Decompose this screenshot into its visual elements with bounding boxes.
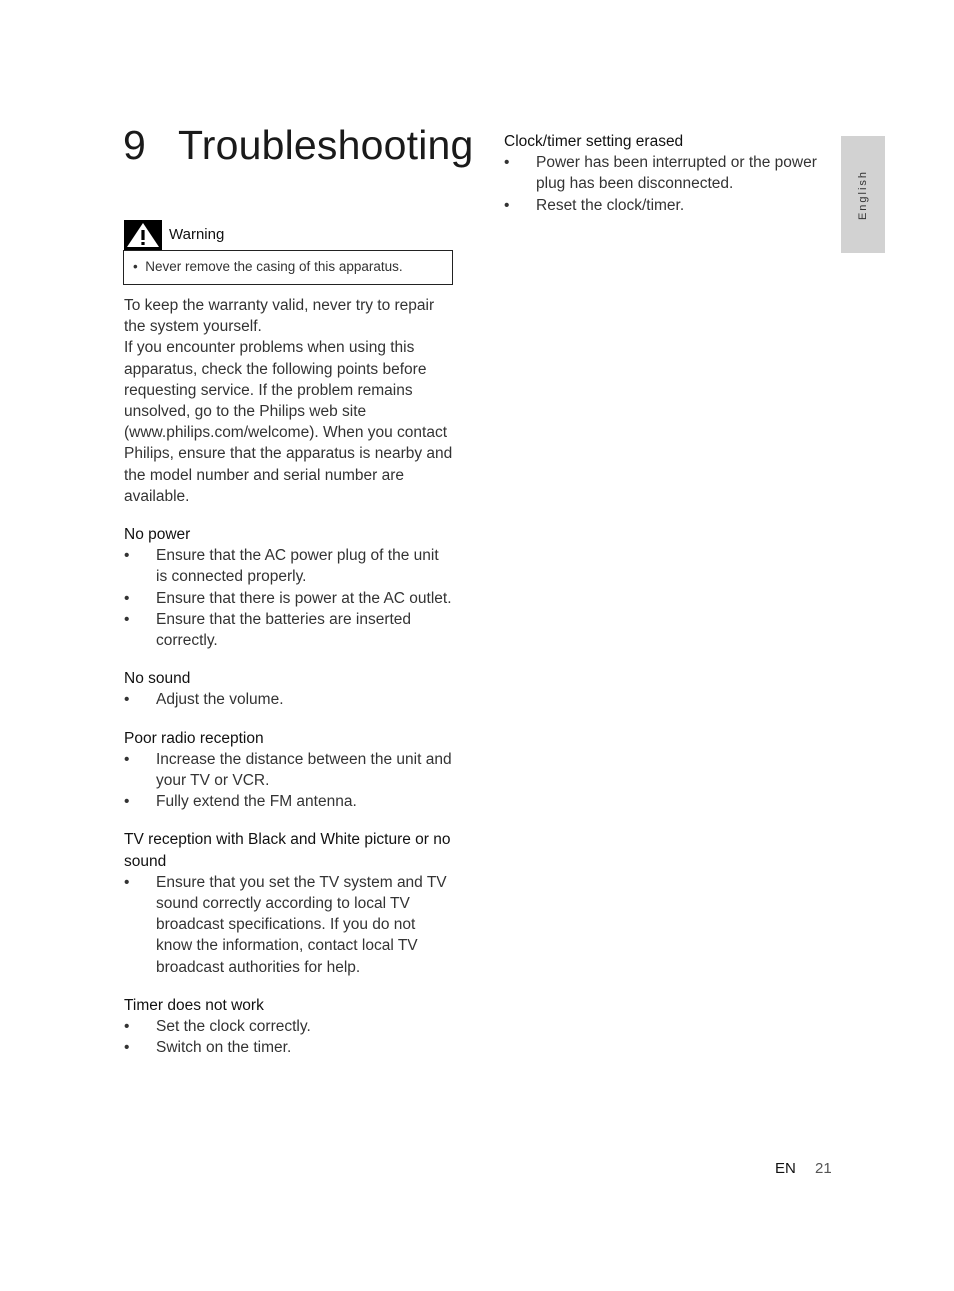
list-item: • Increase the distance between the unit and your TV or VCR.	[124, 749, 454, 791]
list-item: • Switch on the timer.	[124, 1037, 454, 1058]
section-heading: No power	[124, 526, 191, 544]
list-item: • Ensure that the batteries are inserted correctly.	[124, 609, 454, 651]
list-item: • Ensure that the AC power plug of the unit is connected properly.	[124, 545, 454, 587]
footer-language: EN	[775, 1160, 796, 1177]
chapter-title-text: Troubleshooting	[178, 122, 474, 168]
section-no-power	[124, 524, 454, 651]
intro-paragraph: To keep the warranty valid, never try to repair the system yourself.	[124, 297, 435, 336]
list-item: • Fully extend the FM antenna.	[124, 791, 454, 812]
warning-label: Warning	[169, 226, 225, 243]
section-heading: Clock/timer setting erased	[504, 133, 684, 150]
list-item: • Adjust the volume.	[124, 689, 454, 710]
list-item: • Power has been interrupted or the power plug has been disconnected.	[504, 152, 844, 194]
chapter-number: 9	[123, 122, 147, 168]
section-no-sound	[124, 668, 454, 710]
language-side-tab	[841, 136, 885, 253]
section-heading: No sound	[124, 670, 191, 688]
list-item: • Ensure that you set the TV system and TV sound correctly according to local TV broadcast specifications. If you do not know the information, contact local TV broadcast authorities for help.	[124, 872, 454, 978]
right-column	[504, 131, 844, 216]
warning-item: • Never remove the casing of this apparatus.	[133, 259, 403, 274]
section-heading: Timer does not work	[124, 996, 264, 1014]
list-item: • Reset the clock/timer.	[504, 195, 844, 216]
warning-header	[124, 220, 454, 250]
page-number: 21	[815, 1160, 832, 1177]
section-heading: Poor radio reception	[124, 729, 264, 747]
section-poor-radio-reception	[124, 728, 454, 813]
section-timer-does-not-work	[124, 995, 454, 1059]
language-side-tab-label: English	[857, 169, 869, 220]
warning-icon	[124, 220, 162, 250]
warning-box	[123, 250, 453, 285]
list-item: • Ensure that there is power at the AC outlet.	[124, 588, 454, 609]
section-tv-reception	[124, 829, 454, 977]
intro-paragraph: If you encounter problems when using this apparatus, check the following points before requesting service. If the problem remains unsolved, go to the Philips web site (www.philips.com/welcome). When you contact Philips, ensure that the apparatus is nearby and the model number and serial number are available.	[124, 339, 453, 505]
section-clock-timer-erased	[504, 131, 844, 216]
list-item: • Set the clock correctly.	[124, 1016, 454, 1037]
left-column	[124, 295, 454, 1059]
section-heading: TV reception with Black and White picture or no sound	[124, 831, 451, 870]
chapter-title	[123, 122, 474, 169]
